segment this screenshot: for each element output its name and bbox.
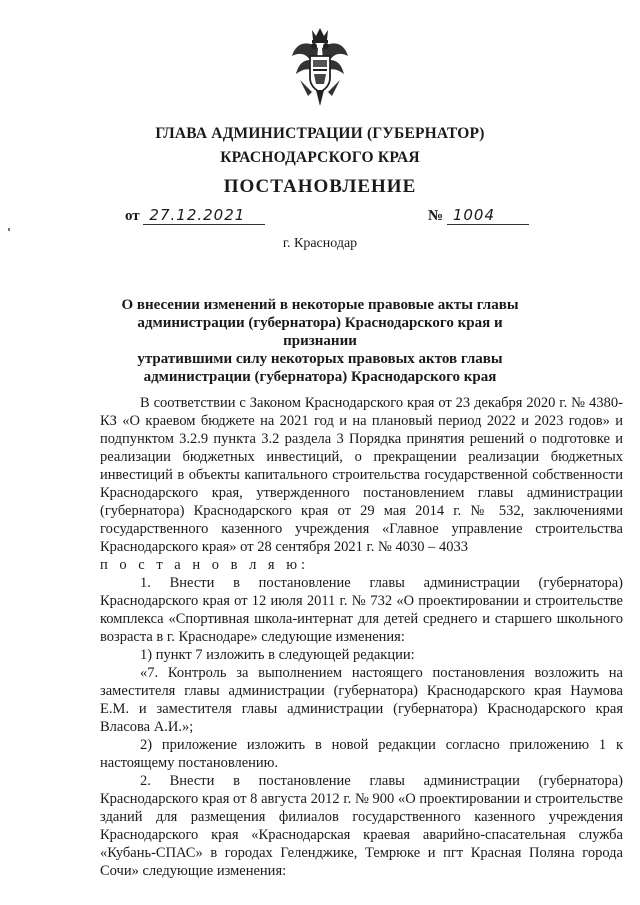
document-date [125,206,265,225]
item-1-quote: «7. Контроль за выполнением настоящего постановления возложить на заместителя главы администрации (губернатора) Краснодарского края Наумова Е.М. и заместителя главы администрации (губернатора) Краснодарского края Власова А.И.»; [100,665,623,735]
item-1-subitem: 2) приложение изложить в новой редакции согласно приложению 1 к настоящему постановлению. [100,737,623,771]
document-type: ПОСТАНОВЛЕНИЕ [223,176,417,197]
item-1-paragraph: 1. Внести в постановление главы администрации (губернатора) Краснодарского края от 12 июля 2011 г. № 732 «О проектировании и строительстве комплекса «Спортивная школа-интернат для детей среднего и старшего школьного возраста в г. Краснодаре» следующие изменения: [100,575,623,645]
date-value: 27.12.2021 [143,206,265,225]
scan-mark [8,228,10,231]
decree-word: п о с т а н о в л я ю: [100,557,310,573]
number-value: 1004 [447,206,529,225]
number-label: № [428,208,444,224]
title-line: О внесении изменений в некоторые правовые акты главы [121,297,519,313]
title-line: утратившими силу некоторых правовых актов главы [137,351,503,367]
coat-of-arms-icon [290,26,350,108]
date-label: от [125,208,140,224]
city: г. Краснодар [282,236,358,251]
document-number [428,206,529,225]
authority-line: КРАСНОДАРСКОГО КРАЯ [220,149,420,166]
document-title [100,296,540,386]
item-1-subitem: 1) пункт 7 изложить в следующей редакции: [140,647,415,663]
title-line: администрации (губернатора) Краснодарского края [143,369,497,385]
authority-line: ГЛАВА АДМИНИСТРАЦИИ (ГУБЕРНАТОР) [155,125,485,142]
item-2-paragraph: 2. Внести в постановление главы администрации (губернатора) Краснодарского края от 8 августа 2012 г. № 900 «О проектировании и строительстве зданий для размещения филиалов государственного казенного учреждения Краснодарского края «Краснодарская краевая аварийно-спасательная служба «Кубань-СПАС» в городах Геленджике, Темрюке и пгт Красная Поляна города Сочи» следующие изменения: [100,773,623,879]
issuing-authority [0,122,640,170]
document-body [100,394,623,880]
preamble-paragraph: В соответствии с Законом Краснодарского края от 23 декабря 2020 г. № 4380-КЗ «О краевом бюджете на 2021 год и на плановый период 2022 и 2023 годов» и подпунктом 3.2.9 пункта 3.2 раздела 3 Порядка принятия решений о подготовке и реализации бюджетных инвестиций, о прекращении реализации бюджетных инвестиций в объекты капитального строительства государственной собственности Краснодарского края, утвержденного постановлением главы администрации (губернатора) Краснодарского края от 29 мая 2014 г. № 532, заключениями государственного казенного учреждения «Главное управление строительства Краснодарского края» от 28 сентября 2021 г. № 4030 – 4033 [100,395,623,555]
title-line: администрации (губернатора) Краснодарского края и признании [137,315,503,349]
